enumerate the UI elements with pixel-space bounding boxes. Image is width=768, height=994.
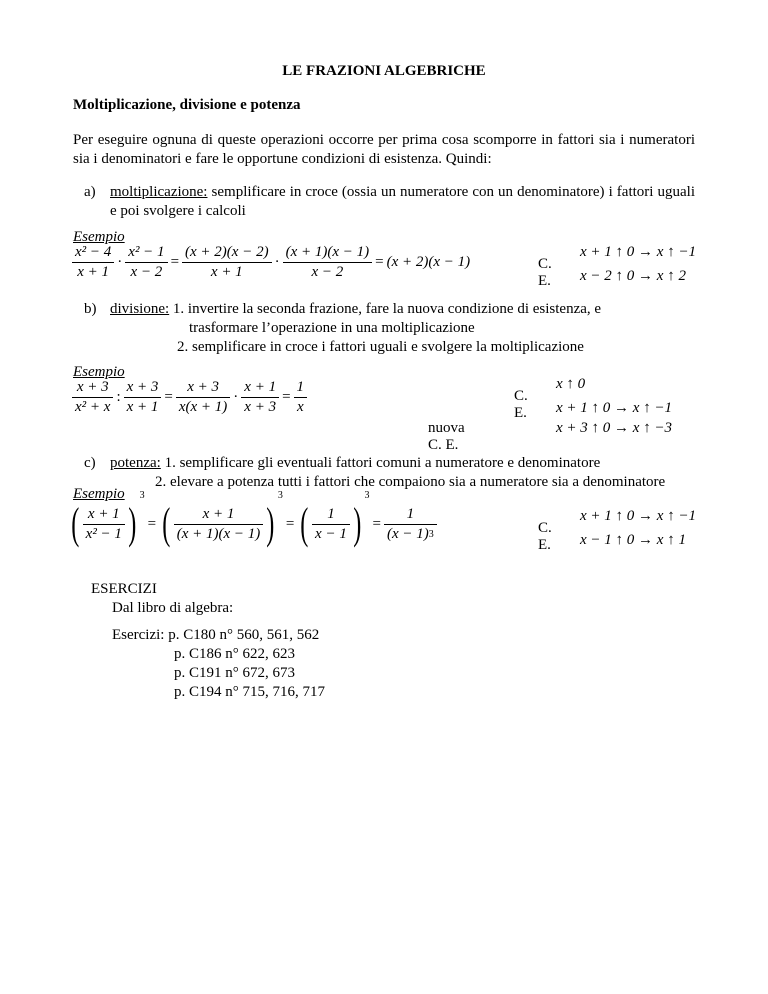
denominator: x — [296, 399, 304, 415]
section-c-letter: c) — [84, 455, 96, 471]
exponent: 3 — [364, 490, 370, 501]
numerator: 1 — [312, 506, 350, 525]
section-b — [84, 300, 602, 357]
example-a-label: Esempio — [73, 229, 125, 245]
denominator-base: (x − 1) — [386, 525, 429, 542]
fraction — [312, 506, 350, 543]
fraction — [72, 379, 113, 416]
denominator: x + 1 — [77, 264, 110, 280]
numerator: x² − 4 — [72, 244, 114, 263]
ce-label: C. E. — [514, 388, 528, 421]
exercises-source: Dal libro di algebra: — [112, 600, 234, 616]
section-c-keyword: potenza: — [110, 455, 161, 471]
list-item: p. C194 n° 715, 716, 717 — [174, 684, 326, 700]
fraction — [72, 244, 114, 281]
condition-line: x + 1 ↑ 0 → x ↑ −1 — [580, 244, 697, 260]
fraction — [384, 506, 437, 543]
section-b-letter: b) — [84, 301, 97, 317]
numerator: x + 1 — [241, 379, 279, 398]
numerator: 1 — [294, 379, 308, 398]
condition-line: x − 1 ↑ 0 → x ↑ 1 — [580, 532, 686, 548]
ce-label: C. E. — [538, 256, 552, 289]
section-b-keyword: divisione: — [110, 301, 170, 317]
fraction — [283, 244, 373, 281]
section-a-keyword: moltiplicazione: — [110, 184, 208, 200]
list-item: p. C186 n° 622, 623 — [174, 646, 296, 662]
denominator: x(x + 1) — [178, 399, 228, 415]
fraction — [294, 379, 308, 416]
example-a-expression: $\frac{\text{x² − 4}}{x + 1}$ · $\frac{\text{x² − 1}}{x - 2}$ = $\frac{(x + 2)(x - 2)}{x + 1}$ · $\frac{(x + 1)(x - 1)}{x - 2}$ = (x + 2)(x − 1) — [72, 244, 470, 281]
denominator: x + 1 — [126, 399, 159, 415]
exponent: 3 — [428, 528, 434, 540]
fraction — [174, 506, 264, 543]
exercises-prefix: Esercizi: — [112, 627, 165, 643]
denominator: x + 1 — [210, 264, 243, 280]
denominator: x² + x — [75, 399, 111, 415]
exercises-heading: ESERCIZI — [91, 581, 157, 597]
exponent: 3 — [139, 490, 145, 501]
section-a-letter: a) — [84, 184, 96, 200]
exponent: 3 — [277, 490, 283, 501]
page-title: LE FRAZIONI ALGEBRICHE — [282, 63, 486, 79]
denominator: x − 2 — [311, 264, 344, 280]
section-b-step1: 1. invertire la seconda frazione, fare la nuova condizione di esistenza, e — [172, 301, 602, 317]
numerator: x + 1 — [83, 506, 125, 525]
section-c-step2: 2. elevare a potenza tutti i fattori che compaiono sia a numeratore sia a denominatore — [155, 474, 666, 490]
section-b-step2: 2. semplificare in croce i fattori uguali e svolgere la moltiplicazione — [177, 339, 584, 355]
exercise-ref: p. C180 n° 560, 561, 562 — [168, 627, 320, 643]
denominator: x − 2 — [130, 264, 163, 280]
fraction — [83, 506, 125, 543]
example-c-expression: ( $\frac{x + 1}{\text{x² − 1}}$ )$^3$= ( $\frac{x + 1}{(x + 1)(x - 1)}$ )$^3$= ( $\frac{1}{x - 1}$ )$^3$= $\frac{1}{(x - 1)^3}$ — [68, 502, 437, 546]
list-item: p. C191 n° 672, 673 — [174, 665, 296, 681]
numerator: x + 3 — [124, 379, 162, 398]
condition-line: x − 2 ↑ 0 → x ↑ 2 — [580, 268, 686, 284]
numerator: x + 3 — [72, 379, 113, 398]
list-item — [112, 626, 325, 645]
fraction — [176, 379, 230, 416]
new-condition-line: x + 3 ↑ 0 → x ↑ −3 — [556, 420, 673, 436]
section-c — [84, 454, 666, 492]
section-b-step1b: trasformare l’operazione in una moltiplicazione — [189, 320, 475, 336]
denominator — [384, 525, 437, 543]
numerator: (x + 1)(x − 1) — [283, 244, 373, 263]
new-ce-label: nuova C. E. — [428, 420, 465, 453]
example-b-expression: $\frac{x + 3}{\text{x² + x}}$ : $\frac{x + 3}{x + 1}$ = $\frac{x + 3}{x(x + 1)}$ · $\frac{x + 1}{x + 3}$ = $\frac{1}{x}$ — [72, 379, 307, 416]
denominator: (x + 1)(x − 1) — [176, 525, 261, 542]
section-subtitle: Moltiplicazione, divisione e potenza — [73, 97, 301, 113]
result: (x + 2)(x − 1) — [386, 254, 471, 270]
condition-line: x ↑ 0 — [556, 376, 586, 392]
fraction — [241, 379, 279, 416]
denominator: x² − 1 — [85, 525, 122, 542]
fraction — [125, 244, 167, 281]
exercises-list — [112, 626, 325, 702]
fraction — [124, 379, 162, 416]
numerator: x + 3 — [176, 379, 230, 398]
denominator: x + 3 — [244, 399, 277, 415]
example-b-label: Esempio — [73, 364, 125, 380]
section-a — [84, 183, 695, 221]
example-c-label: Esempio — [73, 486, 125, 502]
denominator: x − 1 — [315, 525, 347, 542]
condition-line: x + 1 ↑ 0 → x ↑ −1 — [580, 508, 697, 524]
fraction — [182, 244, 272, 281]
section-a-text: semplificare in croce (ossia un numeratore con un denominatore) i fattori uguali e poi svolgere i calcoli — [110, 184, 695, 219]
ce-label: C. E. — [538, 520, 552, 553]
intro-paragraph: Per eseguire ognuna di queste operazioni occorre per prima cosa scomporre in fattori sia i numeratori sia i denominatori e fare le opportune condizioni di esistenza. Quindi: — [73, 132, 695, 167]
exercises-section — [91, 580, 233, 618]
section-c-step1: 1. semplificare gli eventuali fattori comuni a numeratore e denominatore — [164, 455, 601, 471]
numerator: (x + 2)(x − 2) — [182, 244, 272, 263]
numerator: x + 1 — [174, 506, 264, 525]
condition-line: x + 1 ↑ 0 → x ↑ −1 — [556, 400, 673, 416]
numerator: x² − 1 — [125, 244, 167, 263]
numerator: 1 — [384, 506, 437, 525]
